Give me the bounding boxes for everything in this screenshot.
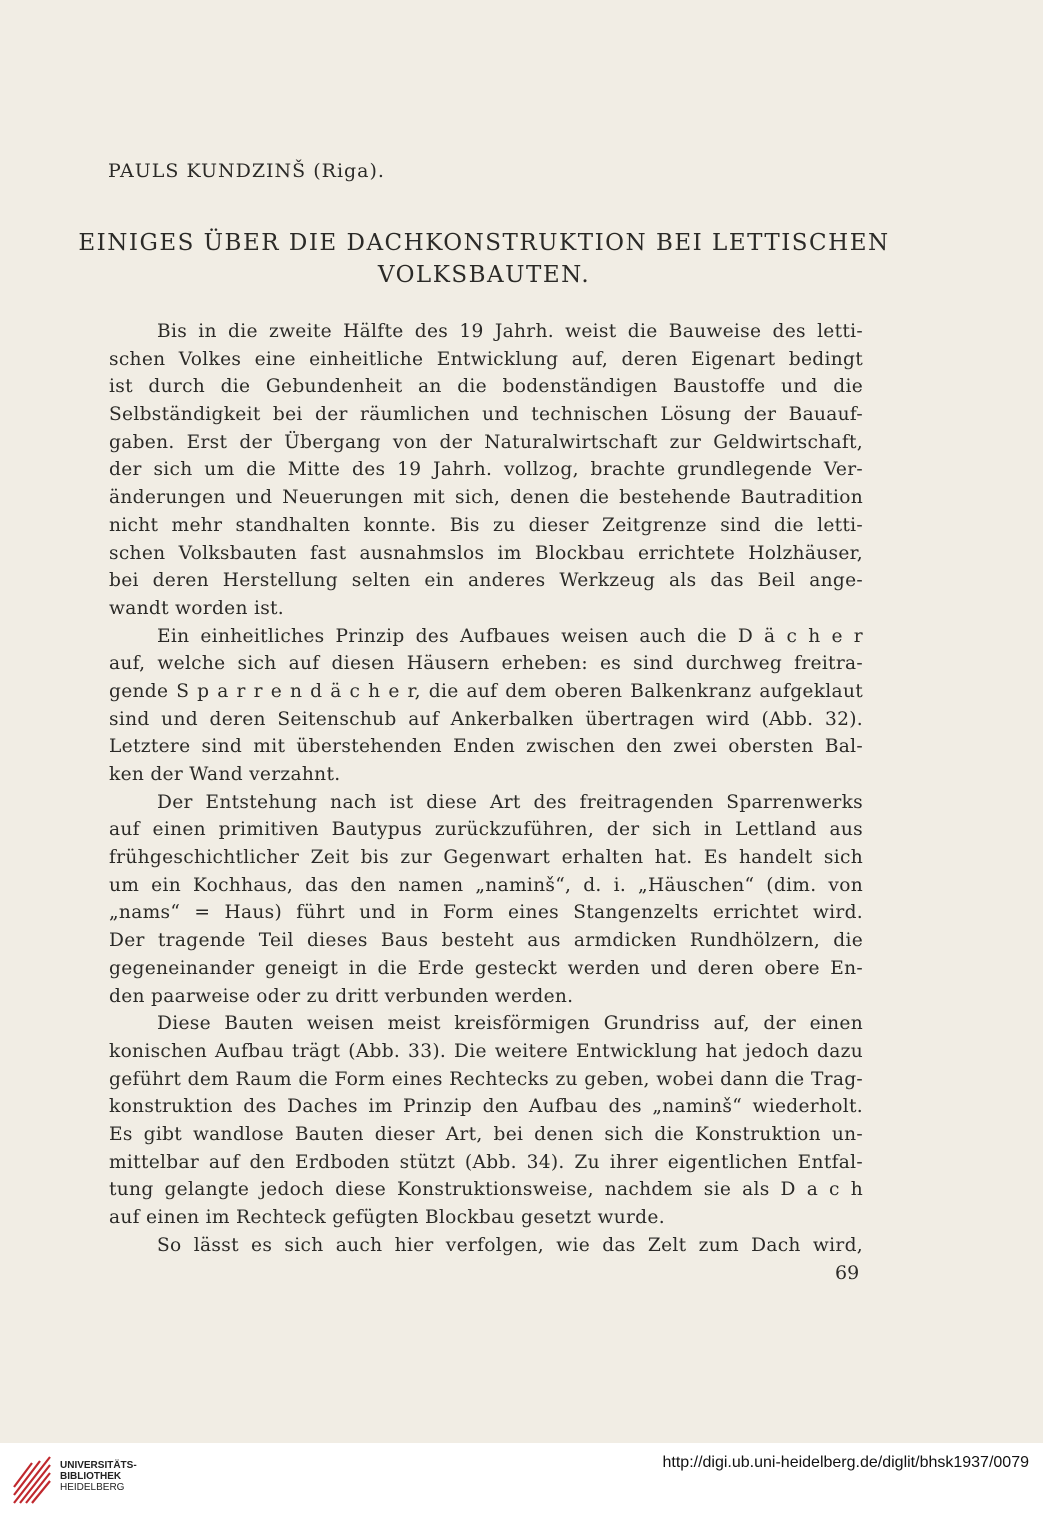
article-body <box>109 318 863 1259</box>
text-line: Letztere sind mit überstehenden Enden zwischen den zwei obersten Bal- <box>109 736 863 758</box>
text-line: „nams“ = Haus) führt und in Form eines Stangenzelts errichtet wird. <box>109 902 863 924</box>
text-line: wandt worden ist. <box>109 597 285 619</box>
source-url-link[interactable]: http://digi.ub.uni-heidelberg.de/diglit/bhsk1937/0079 <box>662 1454 1029 1471</box>
text-line: änderungen und Neuerungen mit sich, denen die bestehende Bautradition <box>109 487 863 509</box>
text-line: Der tragende Teil dieses Baus besteht aus armdicken Rundhölzern, die <box>109 930 863 952</box>
text-line: sind und deren Seitenschub auf Ankerbalken übertragen wird (Abb. 32). <box>109 708 863 730</box>
text-line: Diese Bauten weisen meist kreisförmigen Grundriss auf, der einen <box>157 1013 863 1035</box>
text-line: der sich um die Mitte des 19 Jahrh. vollzog, brachte grundlegende Ver- <box>109 459 863 481</box>
author-line: PAULS KUNDZINŠ (Riga). <box>108 160 385 182</box>
text-line: konischen Aufbau trägt (Abb. 33). Die weitere Entwicklung hat jedoch dazu <box>109 1040 863 1062</box>
text-line: bei deren Herstellung selten ein anderes Werkzeug als das Beil ange- <box>109 570 863 592</box>
text-line: gegeneinander geneigt in die Erde gesteckt werden und deren obere En- <box>109 957 863 979</box>
text-line: ist durch die Gebundenheit an die bodenständigen Baustoffe und die <box>109 376 863 398</box>
text-line: nicht mehr standhalten konnte. Bis zu dieser Zeitgrenze sind die letti- <box>109 514 863 536</box>
text-line: Ein einheitliches Prinzip des Aufbaues weisen auch die D ä c h e r <box>157 625 863 647</box>
article-title-line-1: EINIGES ÜBER DIE DACHKONSTRUKTION BEI LETTISCHEN <box>78 230 890 256</box>
text-line: frühgeschichtlicher Zeit bis zur Gegenwart erhalten hat. Es handelt sich <box>109 847 863 869</box>
text-line: gaben. Erst der Übergang von der Naturalwirtschaft zur Geldwirtschaft, <box>109 431 863 453</box>
text-line: Bis in die zweite Hälfte des 19 Jahrh. weist die Bauweise des letti- <box>157 321 863 342</box>
text-line: den paarweise oder zu dritt verbunden werden. <box>109 985 574 1007</box>
library-name-line-2: BIBLIOTHEK <box>60 1471 122 1482</box>
library-logo-icon <box>10 1453 54 1507</box>
text-line: auf, welche sich auf diesen Häusern erheben: es sind durchweg freitra- <box>109 653 863 675</box>
text-line: Selbständigkeit bei der räumlichen und technischen Lösung der Bauauf- <box>109 404 863 426</box>
text-line: gende S p a r r e n d ä c h e r, die auf dem oberen Balkenkranz aufgeklaut <box>109 680 863 702</box>
text-line: ken der Wand verzahnt. <box>109 764 341 785</box>
library-name <box>60 1460 137 1493</box>
library-name-line-1: UNIVERSITÄTS- <box>60 1460 137 1471</box>
text-line: konstruktion des Daches im Prinzip den Aufbau des „naminš“ wiederholt. <box>109 1096 863 1118</box>
article-title-line-2: VOLKSBAUTEN. <box>377 262 591 288</box>
text-line: geführt dem Raum die Form eines Rechtecks zu geben, wobei dann die Trag- <box>109 1068 863 1090</box>
text-line: Der Entstehung nach ist diese Art des freitragenden Sparrenwerks <box>157 791 863 813</box>
text-line: Es gibt wandlose Bauten dieser Art, bei denen sich die Konstruktion un- <box>109 1123 863 1145</box>
text-line: schen Volksbauten fast ausnahmslos im Blockbau errichtete Holzhäuser, <box>109 542 863 564</box>
text-line: So lässt es sich auch hier verfolgen, wie das Zelt zum Dach wird, <box>157 1234 863 1256</box>
library-name-line-3: HEIDELBERG <box>60 1482 125 1493</box>
footer-bar <box>0 1443 1043 1520</box>
text-line: tung gelangte jedoch diese Konstruktionsweise, nachdem sie als D a c h <box>109 1179 863 1201</box>
text-line: schen Volkes eine einheitliche Entwicklung auf, deren Eigenart bedingt <box>109 348 863 370</box>
text-line: mittelbar auf den Erdboden stützt (Abb. 34). Zu ihrer eigentlichen Entfal- <box>109 1151 863 1173</box>
text-line: auf einen primitiven Bautypus zurückzuführen, der sich in Lettland aus <box>109 819 863 841</box>
text-line: um ein Kochhaus, das den namen „naminš“, d. i. „Häuschen“ (dim. von <box>109 874 863 896</box>
text-line: auf einen im Rechteck gefügten Blockbau gesetzt wurde. <box>109 1207 665 1228</box>
page-number: 69 <box>835 1262 860 1284</box>
